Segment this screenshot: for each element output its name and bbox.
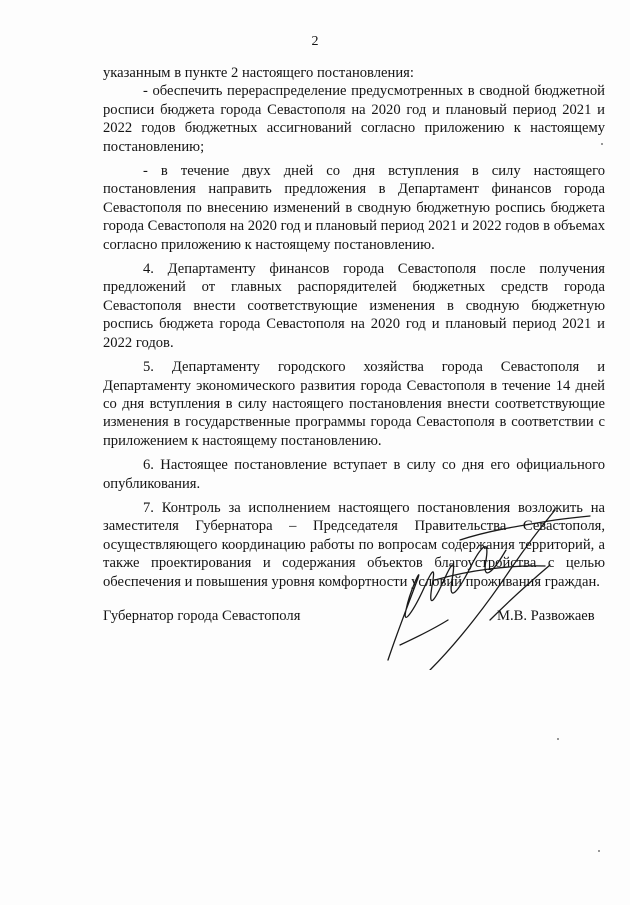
signatory-position: Губернатор города Севастополя [103, 608, 301, 624]
handwritten-signature [340, 470, 600, 670]
scan-speck [557, 738, 559, 740]
paragraph-item-6: 6. Настоящее постановление вступает в силу со дня его официального опубликования. [103, 457, 605, 492]
scan-speck [598, 850, 600, 852]
scan-speck [601, 143, 603, 145]
paragraph-item-4: 4. Департаменту финансов города Севастополя после получения предложений от главных распорядителей бюджетных средств города Севастополя внести соответствующие изменения в сводную бюджетную роспись бюджета города Севастополя на 2020 год и плановый период 2021 и 2022 годов. [103, 261, 605, 351]
signatory-name: М.В. Развожаев [497, 608, 595, 624]
paragraph-intro: указанным в пункте 2 настоящего постановления: [103, 65, 414, 81]
paragraph-item-5: 5. Департаменту городского хозяйства города Севастополя и Департаменту экономического развития города Севастополя в течение 14 дней со дня вступления в силу настоящего постановления внести соответствующие изменения в государственные программы города Севастополя в соответствии с приложением к настоящему постановлению. [103, 359, 605, 449]
paragraph-item-7: 7. Контроль за исполнением настоящего постановления возложить на заместителя Губернатора – Председателя Правительства Севастополя, осуществляющего координацию работы по вопросам содержания территорий, а также проектирования и содержания объектов благоустройства с целью обеспечения и повышения уровня комфортности условий проживания граждан. [103, 499, 605, 590]
paragraph-bullet-redistribute: - обеспечить перераспределение предусмотренных в сводной бюджетной росписи бюджета города Севастополя на 2020 год и плановый период 2021 и 2022 годов бюджетных ассигнований согласно приложению к настоящему постановлению; [103, 83, 605, 155]
page-number: 2 [311, 34, 319, 49]
paragraph-bullet-proposals: - в течение двух дней со дня вступления в силу настоящего постановления направить предложения в Департамент финансов города Севастополя по внесению изменений в сводную бюджетную роспись бюджета города Севастополя на 2020 год и плановый период 2021 и 2022 годов в объемах согласно приложению к настоящему постановлению. [103, 163, 605, 253]
